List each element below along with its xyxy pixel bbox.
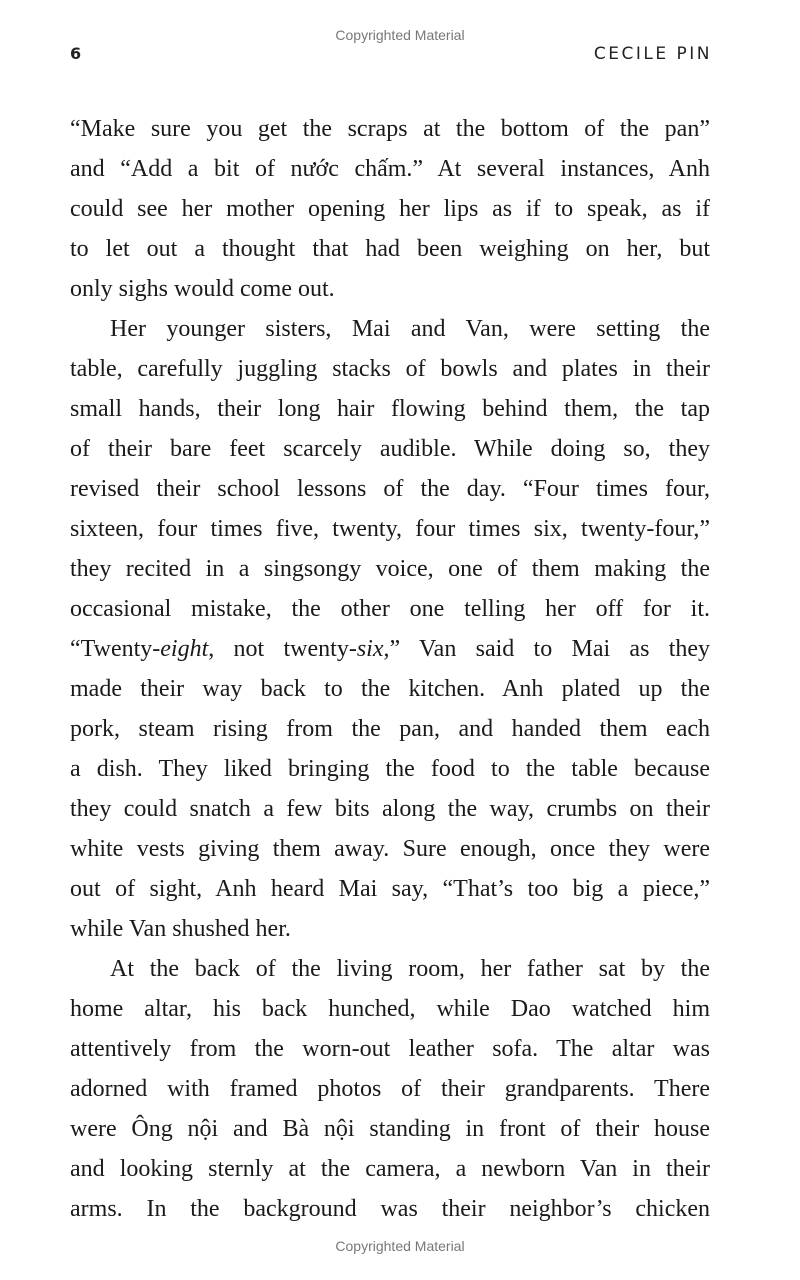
- text-line: [70, 869, 710, 909]
- text-line: [70, 1189, 710, 1229]
- text-segment: Her younger sisters, Mai and Van, were setting the: [110, 316, 710, 342]
- text-segment: small hands, their long hair flowing behind them, the tap: [70, 396, 710, 422]
- text-segment: pork, steam rising from the pan, and handed them each: [70, 716, 710, 742]
- text-line: [70, 629, 710, 669]
- text-segment: adorned with framed photos of their grandparents. There: [70, 1076, 710, 1102]
- text-line: [70, 549, 710, 589]
- text-line: [70, 229, 710, 269]
- italic-text: eight: [160, 636, 209, 662]
- text-segment: occasional mistake, the other one telling her off for it.: [70, 596, 710, 622]
- text-line: [70, 1149, 710, 1189]
- text-segment: and “Add a bit of nước chấm.” At several instances, Anh: [70, 156, 710, 182]
- text-segment: while Van shushed her.: [70, 916, 291, 942]
- text-line: [70, 509, 710, 549]
- watermark-bottom: Copyrighted Material: [335, 1238, 465, 1254]
- text-line: [70, 789, 710, 829]
- text-segment: home altar, his back hunched, while Dao watched him: [70, 996, 710, 1022]
- running-head-author: CECILE PIN: [593, 44, 712, 64]
- text-segment: only sighs would come out.: [70, 276, 335, 302]
- text-segment: of their bare feet scarcely audible. While doing so, they: [70, 436, 710, 462]
- text-line: [70, 1109, 710, 1149]
- text-line: [70, 589, 710, 629]
- text-line: [70, 389, 710, 429]
- text-line: [70, 1069, 710, 1109]
- text-segment: could see her mother opening her lips as if to speak, as if: [70, 196, 710, 222]
- text-segment: revised their school lessons of the day. “Four times four,: [70, 476, 710, 502]
- text-segment: to let out a thought that had been weighing on her, but: [70, 236, 710, 262]
- text-segment: they recited in a singsongy voice, one of them making the: [70, 556, 710, 582]
- text-line: [70, 189, 710, 229]
- text-segment: sixteen, four times five, twenty, four times six, twenty-four,”: [70, 516, 710, 542]
- italic-text: six: [356, 636, 384, 662]
- page-number: 6: [70, 44, 82, 63]
- text-line: [70, 949, 710, 989]
- text-line: [70, 269, 710, 309]
- text-line: [70, 429, 710, 469]
- body-text: [70, 109, 710, 1229]
- text-line: [70, 469, 710, 509]
- text-segment: At the back of the living room, her father sat by the: [110, 956, 710, 982]
- text-segment: out of sight, Anh heard Mai say, “That’s too big a piece,”: [70, 876, 710, 902]
- text-line: [70, 149, 710, 189]
- text-segment: they could snatch a few bits along the way, crumbs on their: [70, 796, 710, 822]
- text-line: [70, 109, 710, 149]
- text-line: [70, 1029, 710, 1069]
- text-line: [70, 829, 710, 869]
- text-segment: “Twenty-: [70, 636, 161, 662]
- watermark-top: Copyrighted Material: [335, 27, 465, 43]
- text-segment: white vests giving them away. Sure enough, once they were: [70, 836, 710, 862]
- text-segment: and looking sternly at the camera, a newborn Van in their: [70, 1156, 710, 1182]
- text-line: [70, 749, 710, 789]
- text-line: [70, 709, 710, 749]
- text-segment: attentively from the worn-out leather sofa. The altar was: [70, 1036, 710, 1062]
- text-line: [70, 349, 710, 389]
- text-segment: arms. In the background was their neighbor’s chicken: [70, 1196, 710, 1222]
- text-line: [70, 309, 710, 349]
- text-line: [70, 989, 710, 1029]
- text-segment: “Make sure you get the scraps at the bottom of the pan”: [70, 116, 710, 142]
- text-segment: table, carefully juggling stacks of bowls and plates in their: [70, 356, 710, 382]
- text-segment: , not twenty-: [208, 636, 357, 662]
- text-segment: ,” Van said to Mai as they: [383, 636, 711, 662]
- text-segment: made their way back to the kitchen. Anh plated up the: [70, 676, 710, 702]
- text-segment: a dish. They liked bringing the food to the table because: [70, 756, 710, 782]
- text-line: [70, 669, 710, 709]
- text-segment: were Ông nội and Bà nội standing in front of their house: [70, 1116, 710, 1142]
- text-line: [70, 909, 710, 949]
